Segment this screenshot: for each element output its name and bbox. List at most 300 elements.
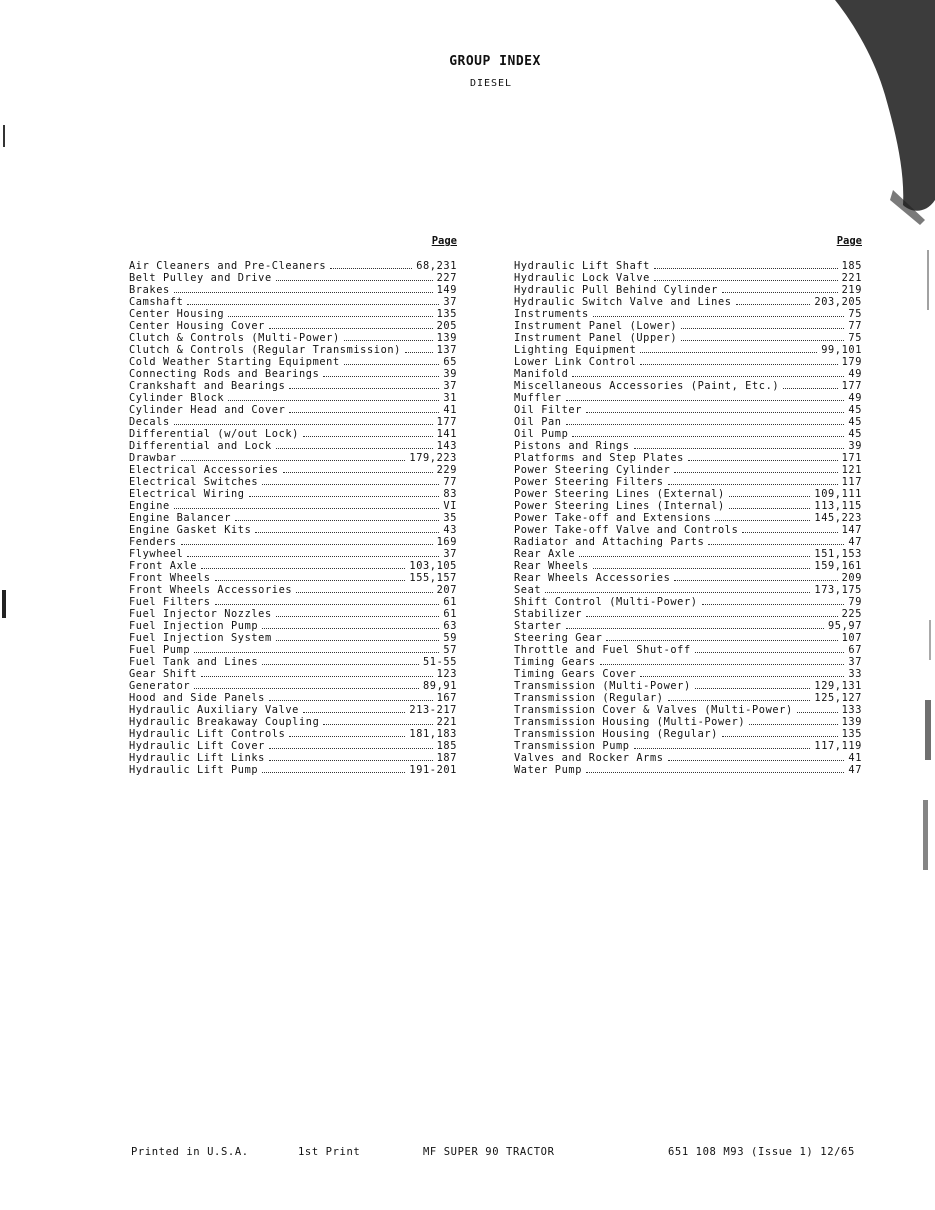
index-entry-page: 45	[848, 416, 862, 428]
index-entry-label: Front Wheels Accessories	[129, 584, 293, 596]
index-entry-label: Center Housing	[129, 308, 225, 320]
index-entry	[129, 272, 457, 284]
index-entry-page: 191-201	[409, 764, 457, 776]
index-entry-label: Cold Weather Starting Equipment	[129, 356, 340, 368]
index-entry-label: Air Cleaners and Pre-Cleaners	[129, 260, 327, 272]
index-entry-page: 37	[443, 296, 457, 308]
dot-leader	[187, 296, 439, 305]
index-entry-label: Brakes	[129, 284, 170, 296]
index-entry-page: 185	[436, 740, 457, 752]
index-entry-page: 147	[841, 524, 862, 536]
footer-printed: Printed in U.S.A.	[131, 1146, 249, 1158]
index-entry-page: 37	[443, 548, 457, 560]
index-entry-label: Timing Gears Cover	[514, 668, 637, 680]
dot-leader	[276, 632, 440, 641]
dot-leader	[181, 452, 406, 461]
index-entry-label: Lighting Equipment	[514, 344, 637, 356]
index-entry	[514, 656, 862, 668]
index-entry	[514, 260, 862, 272]
index-entry-page: 39	[443, 368, 457, 380]
index-entry-label: Miscellaneous Accessories (Paint, Etc.)	[514, 380, 780, 392]
dot-leader	[303, 428, 433, 437]
index-entry-page: 43	[443, 524, 457, 536]
index-entry	[514, 272, 862, 284]
index-entry	[129, 692, 457, 704]
index-entry-page: 143	[436, 440, 457, 452]
dot-leader	[640, 344, 817, 353]
index-entry-page: 67	[848, 644, 862, 656]
dot-leader	[405, 344, 433, 353]
index-entry-page: 159,161	[814, 560, 862, 572]
index-entry-page: 49	[848, 368, 862, 380]
dot-leader	[262, 620, 439, 629]
dot-leader	[634, 740, 811, 749]
index-entry-label: Fuel Filters	[129, 596, 211, 608]
index-entry	[514, 560, 862, 572]
index-entry	[514, 692, 862, 704]
index-entry	[514, 404, 862, 416]
index-entry-page: 135	[436, 308, 457, 320]
dot-leader	[654, 272, 838, 281]
dot-leader	[303, 704, 405, 713]
index-entry-page: 221	[436, 716, 457, 728]
index-entry-label: Electrical Switches	[129, 476, 259, 488]
index-entry-page: 177	[436, 416, 457, 428]
index-entry-page: 227	[436, 272, 457, 284]
index-entry	[514, 524, 862, 536]
index-entry-label: Manifold	[514, 368, 569, 380]
index-entry	[129, 548, 457, 560]
index-entry-label: Instrument Panel (Upper)	[514, 332, 678, 344]
index-entry-page: 47	[848, 764, 862, 776]
index-entry-label: Clutch & Controls (Regular Transmission)	[129, 344, 401, 356]
dot-leader	[783, 380, 837, 389]
index-entry-label: Power Steering Cylinder	[514, 464, 671, 476]
index-entry-label: Power Steering Filters	[514, 476, 664, 488]
dot-leader	[722, 284, 838, 293]
index-entry-label: Starter	[514, 620, 562, 632]
index-entry-page: 167	[436, 692, 457, 704]
dot-leader	[276, 272, 433, 281]
index-entry-label: Oil Filter	[514, 404, 582, 416]
index-entry	[129, 560, 457, 572]
page-column-heading: Page	[431, 235, 457, 247]
dot-leader	[674, 464, 837, 473]
index-entry	[129, 296, 457, 308]
index-entry	[129, 344, 457, 356]
index-entry-label: Steering Gear	[514, 632, 603, 644]
dot-leader	[572, 428, 844, 437]
index-entry-label: Shift Control (Multi-Power)	[514, 596, 698, 608]
index-entry-label: Electrical Wiring	[129, 488, 245, 500]
index-entry-label: Hydraulic Lift Cover	[129, 740, 265, 752]
index-entry-page: 135	[841, 728, 862, 740]
index-entry-page: 68,231	[416, 260, 457, 272]
index-entry-page: 107	[841, 632, 862, 644]
index-entry-page: 113,115	[814, 500, 862, 512]
index-entry	[129, 392, 457, 404]
index-entry	[514, 752, 862, 764]
index-entry-label: Transmission Housing (Multi-Power)	[514, 716, 746, 728]
dot-leader	[201, 668, 433, 677]
index-entry-label: Transmission (Multi-Power)	[514, 680, 691, 692]
index-entry-label: Engine	[129, 500, 170, 512]
index-entry	[514, 356, 862, 368]
index-entry	[129, 488, 457, 500]
index-entry-label: Fuel Pump	[129, 644, 191, 656]
dot-leader	[174, 284, 433, 293]
dot-leader	[797, 704, 838, 713]
index-entry-page: 99,101	[821, 344, 862, 356]
index-entry-label: Rear Wheels	[514, 560, 589, 572]
index-entry-label: Crankshaft and Bearings	[129, 380, 286, 392]
index-entry-page: 139	[841, 716, 862, 728]
footer-part-number: 651 108 M93 (Issue 1) 12/65	[668, 1146, 855, 1158]
index-entry-label: Seat	[514, 584, 542, 596]
index-entry-page: 65	[443, 356, 457, 368]
index-entry	[129, 716, 457, 728]
index-entry-page: 103,105	[409, 560, 457, 572]
index-entry	[514, 596, 862, 608]
dot-leader	[181, 536, 433, 545]
index-entry	[129, 512, 457, 524]
dot-leader	[715, 512, 810, 521]
index-entry-label: Pistons and Rings	[514, 440, 630, 452]
dot-leader	[269, 692, 433, 701]
index-entry-label: Electrical Accessories	[129, 464, 279, 476]
index-entry	[129, 572, 457, 584]
dot-leader	[174, 500, 440, 509]
index-entry	[514, 476, 862, 488]
index-entry-page: 63	[443, 620, 457, 632]
index-entry-label: Stabilizer	[514, 608, 582, 620]
index-entry-page: 109,111	[814, 488, 862, 500]
index-entry-label: Valves and Rocker Arms	[514, 752, 664, 764]
index-entry	[514, 332, 862, 344]
index-entry-label: Hydraulic Breakaway Coupling	[129, 716, 320, 728]
index-entry	[514, 548, 862, 560]
index-entry	[129, 416, 457, 428]
dot-leader	[668, 692, 811, 701]
index-entry	[514, 680, 862, 692]
dot-leader	[344, 332, 433, 341]
index-entry-label: Fuel Injector Nozzles	[129, 608, 272, 620]
index-entry	[129, 752, 457, 764]
page-column-heading: Page	[836, 235, 862, 247]
index-entry-label: Front Axle	[129, 560, 197, 572]
index-entry	[129, 620, 457, 632]
index-entry-label: Radiator and Attaching Parts	[514, 536, 705, 548]
dot-leader	[215, 572, 406, 581]
index-entry-label: Fuel Injection Pump	[129, 620, 259, 632]
dot-leader	[283, 464, 433, 473]
index-entry	[129, 584, 457, 596]
index-entry	[514, 632, 862, 644]
index-entry-page: 75	[848, 332, 862, 344]
dot-leader	[593, 308, 845, 317]
index-entry	[514, 740, 862, 752]
dot-leader	[668, 476, 838, 485]
index-entry	[514, 368, 862, 380]
index-entry	[129, 536, 457, 548]
index-entry	[514, 500, 862, 512]
index-entry	[514, 308, 862, 320]
index-entry-label: Transmission (Regular)	[514, 692, 664, 704]
dot-leader	[579, 548, 810, 557]
dot-leader	[228, 308, 432, 317]
dot-leader	[674, 572, 837, 581]
dot-leader	[276, 440, 433, 449]
index-entry-page: 47	[848, 536, 862, 548]
index-entry	[129, 668, 457, 680]
dot-leader	[702, 596, 845, 605]
index-entry-page: 41	[848, 752, 862, 764]
index-entry-page: 129,131	[814, 680, 862, 692]
index-entry	[514, 284, 862, 296]
index-entry-page: 61	[443, 608, 457, 620]
index-entry-page: 35	[443, 512, 457, 524]
scan-edge-mark	[0, 0, 12, 1210]
index-entry-label: Transmission Cover & Valves (Multi-Power)	[514, 704, 793, 716]
dot-leader	[708, 536, 844, 545]
index-entry	[129, 632, 457, 644]
index-entry	[129, 260, 457, 272]
index-entry	[129, 308, 457, 320]
index-entry-label: Generator	[129, 680, 191, 692]
dot-leader	[654, 260, 838, 269]
index-entry-label: Cylinder Head and Cover	[129, 404, 286, 416]
dot-leader	[249, 488, 440, 497]
index-entry-page: 205	[436, 320, 457, 332]
index-entry-label: Camshaft	[129, 296, 184, 308]
footer-print-run: 1st Print	[298, 1146, 361, 1158]
page-subtitle: DIESEL	[469, 78, 513, 89]
index-entry-label: Fuel Tank and Lines	[129, 656, 259, 668]
dot-leader	[194, 680, 419, 689]
index-entry	[129, 728, 457, 740]
index-entry-label: Flywheel	[129, 548, 184, 560]
index-entry-page: 123	[436, 668, 457, 680]
dot-leader	[330, 260, 412, 269]
dot-leader	[634, 440, 845, 449]
index-entry	[514, 296, 862, 308]
index-entry	[129, 452, 457, 464]
dot-leader	[566, 392, 845, 401]
dot-leader	[586, 404, 844, 413]
index-entry-label: Engine Balancer	[129, 512, 231, 524]
index-entry-page: 169	[436, 536, 457, 548]
index-entry-label: Hydraulic Lock Valve	[514, 272, 650, 284]
index-entry	[129, 608, 457, 620]
index-entry-page: 185	[841, 260, 862, 272]
index-entry-page: 59	[443, 632, 457, 644]
index-entry	[129, 332, 457, 344]
dot-leader	[323, 368, 439, 377]
dot-leader	[289, 380, 439, 389]
index-entry-page: 45	[848, 428, 862, 440]
dot-leader	[681, 332, 844, 341]
index-entry-page: 125,127	[814, 692, 862, 704]
index-entry	[129, 680, 457, 692]
dot-leader	[187, 548, 439, 557]
index-entry	[514, 452, 862, 464]
index-entry	[514, 728, 862, 740]
index-entry-page: 179,223	[409, 452, 457, 464]
index-entry-label: Hydraulic Lift Controls	[129, 728, 286, 740]
index-entry-label: Hydraulic Lift Links	[129, 752, 265, 764]
index-entry-label: Power Steering Lines (Internal)	[514, 500, 725, 512]
dot-leader	[201, 560, 405, 569]
index-entry-page: 229	[436, 464, 457, 476]
index-entry	[129, 656, 457, 668]
index-entry-label: Instrument Panel (Lower)	[514, 320, 678, 332]
index-entry	[129, 524, 457, 536]
dot-leader	[640, 356, 837, 365]
dot-leader	[586, 608, 838, 617]
dot-leader	[586, 764, 844, 773]
dot-leader	[572, 368, 844, 377]
index-entry-label: Differential (w/out Lock)	[129, 428, 299, 440]
index-entry	[129, 596, 457, 608]
page-title: GROUP INDEX	[449, 54, 541, 69]
index-entry-label: Belt Pulley and Drive	[129, 272, 272, 284]
index-entry-page: 117	[841, 476, 862, 488]
dot-leader	[289, 404, 439, 413]
index-entry-page: 139	[436, 332, 457, 344]
index-entry-label: Platforms and Step Plates	[514, 452, 684, 464]
dot-leader	[600, 656, 845, 665]
index-entry	[514, 416, 862, 428]
dot-leader	[736, 296, 811, 305]
index-list	[514, 260, 862, 776]
dot-leader	[668, 752, 845, 761]
index-entry-label: Oil Pan	[514, 416, 562, 428]
dot-leader	[688, 452, 838, 461]
index-entry-label: Cylinder Block	[129, 392, 225, 404]
index-entry-page: 171	[841, 452, 862, 464]
index-list	[129, 260, 457, 776]
index-entry-label: Differential and Lock	[129, 440, 272, 452]
dot-leader	[742, 524, 837, 533]
index-entry-label: Engine Gasket Kits	[129, 524, 252, 536]
index-entry-page: VI	[443, 500, 457, 512]
index-entry-label: Instruments	[514, 308, 589, 320]
index-entry-page: 61	[443, 596, 457, 608]
index-entry	[129, 356, 457, 368]
index-entry-label: Gear Shift	[129, 668, 197, 680]
index-entry	[514, 608, 862, 620]
index-entry-page: 145,223	[814, 512, 862, 524]
index-entry	[514, 620, 862, 632]
index-entry-label: Rear Axle	[514, 548, 576, 560]
dot-leader	[681, 320, 844, 329]
index-entry-label: Hydraulic Switch Valve and Lines	[514, 296, 732, 308]
index-entry-page: 39	[848, 440, 862, 452]
index-entry-page: 37	[443, 380, 457, 392]
dot-leader	[749, 716, 837, 725]
index-entry	[514, 572, 862, 584]
index-entry-page: 83	[443, 488, 457, 500]
index-entry	[514, 764, 862, 776]
index-entry	[514, 320, 862, 332]
index-entry-page: 75	[848, 308, 862, 320]
dot-leader	[228, 392, 439, 401]
index-entry	[129, 500, 457, 512]
index-entry	[129, 476, 457, 488]
index-entry	[514, 644, 862, 656]
footer-model: MF SUPER 90 TRACTOR	[423, 1146, 555, 1158]
index-entry-page: 221	[841, 272, 862, 284]
index-entry	[514, 344, 862, 356]
index-entry-page: 79	[848, 596, 862, 608]
index-entry	[129, 428, 457, 440]
index-entry-label: Center Housing Cover	[129, 320, 265, 332]
index-entry-page: 207	[436, 584, 457, 596]
index-entry-label: Hydraulic Lift Shaft	[514, 260, 650, 272]
index-entry-page: 213-217	[409, 704, 457, 716]
index-entry-page: 219	[841, 284, 862, 296]
index-entry-page: 31	[443, 392, 457, 404]
dot-leader	[194, 644, 439, 653]
index-entry-page: 121	[841, 464, 862, 476]
index-entry	[514, 428, 862, 440]
dot-leader	[640, 668, 844, 677]
index-entry-page: 179	[841, 356, 862, 368]
index-entry-label: Transmission Housing (Regular)	[514, 728, 718, 740]
index-entry-page: 51-55	[423, 656, 457, 668]
index-entry-page: 141	[436, 428, 457, 440]
index-entry-label: Rear Wheels Accessories	[514, 572, 671, 584]
index-entry-label: Fenders	[129, 536, 177, 548]
index-entry	[514, 584, 862, 596]
index-entry-page: 173,175	[814, 584, 862, 596]
index-entry-label: Throttle and Fuel Shut-off	[514, 644, 691, 656]
index-entry	[129, 464, 457, 476]
dot-leader	[215, 596, 440, 605]
dot-leader	[545, 584, 810, 593]
index-entry	[129, 740, 457, 752]
index-entry-page: 33	[848, 668, 862, 680]
index-entry-page: 209	[841, 572, 862, 584]
index-entry-page: 89,91	[423, 680, 457, 692]
index-entry-label: Oil Pump	[514, 428, 569, 440]
dot-leader	[344, 356, 440, 365]
index-entry-page: 49	[848, 392, 862, 404]
index-entry-label: Power Take-off Valve and Controls	[514, 524, 739, 536]
index-entry	[514, 488, 862, 500]
index-entry-page: 137	[436, 344, 457, 356]
index-entry-page: 181,183	[409, 728, 457, 740]
index-entry	[129, 704, 457, 716]
index-entry	[129, 368, 457, 380]
index-entry	[514, 512, 862, 524]
index-entry-page: 203,205	[814, 296, 862, 308]
index-entry	[514, 704, 862, 716]
index-entry-label: Lower Link Control	[514, 356, 637, 368]
index-entry-label: Hydraulic Auxiliary Valve	[129, 704, 299, 716]
dot-leader	[695, 644, 845, 653]
index-entry	[514, 668, 862, 680]
dot-leader	[276, 608, 440, 617]
dot-leader	[269, 740, 433, 749]
index-entry-page: 37	[848, 656, 862, 668]
dot-leader	[323, 716, 432, 725]
index-entry	[129, 764, 457, 776]
dot-leader	[262, 656, 419, 665]
index-entry-label: Hydraulic Lift Pump	[129, 764, 259, 776]
dot-leader	[722, 728, 838, 737]
index-entry-page: 155,157	[409, 572, 457, 584]
